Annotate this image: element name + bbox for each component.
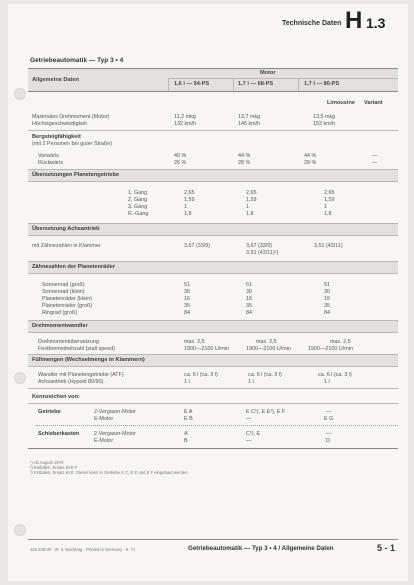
footnote: ³) Entfallen, Ersatz ist E. Dieser kann in Getriebe E C, E E und E F eingebaut werden. xyxy=(30,470,189,475)
footnote: ²) Entfallen, Ersatz ist E F xyxy=(30,465,78,470)
document-title: Getriebeautomatik — Typ 3 • 4 xyxy=(30,57,124,64)
row-value: E C¹), E E¹), E F xyxy=(246,409,286,415)
row-value: 1 xyxy=(246,204,249,210)
climb-heading: Bergsteigfähigkeit xyxy=(32,134,81,140)
row-value: 1,59 xyxy=(324,197,335,203)
row-value: ca. 6 l (ca. 3 l) xyxy=(318,372,352,378)
row-label: Ringrad (groß) xyxy=(42,310,78,316)
row-value: 1 l xyxy=(248,379,254,385)
row-value: — xyxy=(372,160,378,166)
row-label: E-Motor xyxy=(94,416,114,422)
section-rule xyxy=(28,235,398,236)
row-value: 1900—2100 U/min xyxy=(308,346,353,352)
row-value: 1 l xyxy=(184,379,190,385)
section-rule xyxy=(28,332,398,333)
row-label: Drehmomentübersetzung xyxy=(38,339,99,345)
document-page xyxy=(8,4,408,581)
row-value: 35 xyxy=(246,303,252,309)
section-rule xyxy=(28,403,398,404)
row-value: 13,7 mkg xyxy=(238,114,261,120)
row-value: 2,65 xyxy=(246,190,257,196)
row-value: 3,51 (43/11) xyxy=(314,243,343,249)
row-value: 145 km/h xyxy=(238,121,261,127)
row-value: ca. 6 l (ca. 3 l) xyxy=(184,372,218,378)
table-head-rule xyxy=(28,91,398,92)
planetary-heading: Übersetzungen Planetengetriebe xyxy=(32,172,120,178)
row-label: E-Motor xyxy=(94,438,114,444)
row-label: Vorwärts xyxy=(38,153,59,159)
row-label: Festbremsdrehzahl (stall speed) xyxy=(38,346,115,352)
row-value: 44 % xyxy=(238,153,251,159)
row-label: 3. Gang xyxy=(128,204,148,210)
section-rule xyxy=(28,388,398,389)
row-label: 2-Vergaser-Motor xyxy=(94,409,136,415)
row-value: — xyxy=(246,416,252,422)
motor-rule xyxy=(168,78,398,79)
row-value: C²), E xyxy=(246,431,261,437)
row-value: 84 xyxy=(246,310,252,316)
row-value: 2,65 xyxy=(324,190,335,196)
engine-column-2: 1,7 l — 68-PS xyxy=(238,81,274,87)
row-value: — xyxy=(246,438,252,444)
climb-subtitle: (mit 2 Personen bei guter Straße) xyxy=(32,141,112,147)
row-value: 16 xyxy=(324,296,330,302)
row-label: R.-Gang xyxy=(128,211,149,217)
code-group-name: Getriebe xyxy=(38,409,61,415)
footer-rule xyxy=(28,539,398,540)
punch-hole xyxy=(14,524,26,536)
row-value: 51 xyxy=(184,282,190,288)
row-label: 2-Vergaser-Motor xyxy=(94,431,136,437)
row-label: Wandler mit Planetengetriebe (ATF) xyxy=(38,372,124,378)
row-value: 30 xyxy=(184,289,190,295)
header-number: 1.3 xyxy=(366,15,386,31)
group-divider xyxy=(36,425,398,426)
row-value: 28 % xyxy=(304,160,317,166)
row-label: Achsantrieb (Hypoid 80/90) xyxy=(38,379,104,385)
punch-hole xyxy=(14,372,26,384)
row-value: 1900—2100 U/min xyxy=(184,346,229,352)
column-divider xyxy=(168,78,169,91)
header-letter: H xyxy=(345,7,362,34)
section-rule xyxy=(28,366,398,367)
table-bottom-rule xyxy=(28,448,398,449)
row-value: max. 2,5 xyxy=(256,339,277,345)
row-value: 40 % xyxy=(174,153,187,159)
row-value: 3,67 (33/9) xyxy=(246,243,273,249)
footnote: ¹) Ab August 1970 xyxy=(30,460,64,465)
row-value: 1,59 xyxy=(184,197,195,203)
header-label: Technische Daten xyxy=(282,20,342,27)
row-value: 1,8 xyxy=(324,211,332,217)
row-value: E A xyxy=(184,409,193,415)
row-value: 28 % xyxy=(238,160,251,166)
row-value: 1,8 xyxy=(246,211,254,217)
row-label: Planetenräder (klein) xyxy=(42,296,93,302)
row-label: Höchstgeschwindigkeit xyxy=(32,121,87,127)
footer-title: Getriebeautomatik — Typ 3 • 4 / Allgemeine Daten xyxy=(188,545,334,552)
engine-column-1: 1,6 l — 54-PS xyxy=(174,81,210,87)
row-value: 13,5 mkg xyxy=(313,114,336,120)
row-value: 153 km/h xyxy=(313,121,336,127)
row-value: max. 2,5 xyxy=(184,339,205,345)
motor-heading: Motor xyxy=(260,70,276,76)
row-value: 51 xyxy=(246,282,252,288)
row-value: 3,67 (33/9) xyxy=(184,243,211,249)
page-number: 5 - 1 xyxy=(377,543,396,553)
row-label: 1. Gang xyxy=(128,190,148,196)
row-value: E G xyxy=(324,416,334,422)
row-value: D xyxy=(326,438,330,444)
row-value: 84 xyxy=(184,310,190,316)
row-value: 1,59 xyxy=(246,197,257,203)
code-group-name: Schieberkasten xyxy=(38,431,80,437)
row-value: 35 xyxy=(324,303,330,309)
footer-imprint: 150.208.00 · W. 3. Nachtrag · Printed in Germany · 6. 71 xyxy=(30,547,136,552)
table-head-band xyxy=(28,69,398,91)
engine-column-3: 1,7 l — 80-PS xyxy=(304,81,340,87)
row-value: 1 xyxy=(184,204,187,210)
row-value: ca. 6 l (ca. 3 l) xyxy=(248,372,282,378)
converter-heading: Drehmomentwandler xyxy=(32,323,88,329)
codes-heading: Kennzeichen von: xyxy=(32,394,80,400)
column-divider xyxy=(233,78,234,91)
section-rule xyxy=(28,273,398,274)
row-value: 30 xyxy=(246,289,252,295)
row-value: E B xyxy=(184,416,193,422)
variant-heading: Variant xyxy=(364,100,383,106)
row-label: Maximales Drehmoment (Motor) xyxy=(32,114,110,120)
row-value: 84 xyxy=(324,310,330,316)
row-label: Rückwärts xyxy=(38,160,64,166)
row-label: Sonnenrad (groß) xyxy=(42,282,85,288)
row-value: — xyxy=(326,431,332,437)
row-value: max. 2,5 xyxy=(330,339,351,345)
general-data-heading: Allgemeine Daten xyxy=(32,77,79,83)
row-value: 3,91 (43/11)²) xyxy=(246,250,279,256)
row-label: Planetenräder (groß) xyxy=(42,303,93,309)
row-value: 2,65 xyxy=(184,190,195,196)
row-value: A xyxy=(184,431,188,437)
fill-heading: Füllmengen (Wechselmenge in Klammern) xyxy=(32,357,145,363)
row-value: 16 xyxy=(184,296,190,302)
row-label: 2. Gang xyxy=(128,197,148,203)
row-value: 11,2 mkg xyxy=(174,114,196,120)
row-value: 26 % xyxy=(174,160,187,166)
column-divider xyxy=(298,78,299,91)
row-value: 16 xyxy=(246,296,252,302)
section-rule xyxy=(28,181,398,182)
row-value: — xyxy=(326,409,332,415)
row-value: 51 xyxy=(324,282,330,288)
row-value: 35 xyxy=(184,303,190,309)
row-value: 132 km/h xyxy=(174,121,197,127)
row-value: 1 l xyxy=(324,379,330,385)
row-value: 30 xyxy=(324,289,330,295)
row-value: B xyxy=(184,438,188,444)
axle-heading: Übersetzung Achsantrieb xyxy=(32,226,100,232)
limousine-heading: Limousine xyxy=(327,100,355,106)
section-rule xyxy=(28,130,398,131)
axle-label: mit Zähnezahlen in Klammer xyxy=(32,243,101,249)
row-value: — xyxy=(372,153,378,159)
row-value: 1 xyxy=(324,204,327,210)
punch-hole xyxy=(14,88,26,100)
teeth-heading: Zähnezahlen der Planetenräder xyxy=(32,264,115,270)
row-label: Sonnenrad (klein) xyxy=(42,289,85,295)
row-value: 44 % xyxy=(304,153,317,159)
row-value: 1,8 xyxy=(184,211,192,217)
row-value: 1900—2100 U/min xyxy=(246,346,291,352)
